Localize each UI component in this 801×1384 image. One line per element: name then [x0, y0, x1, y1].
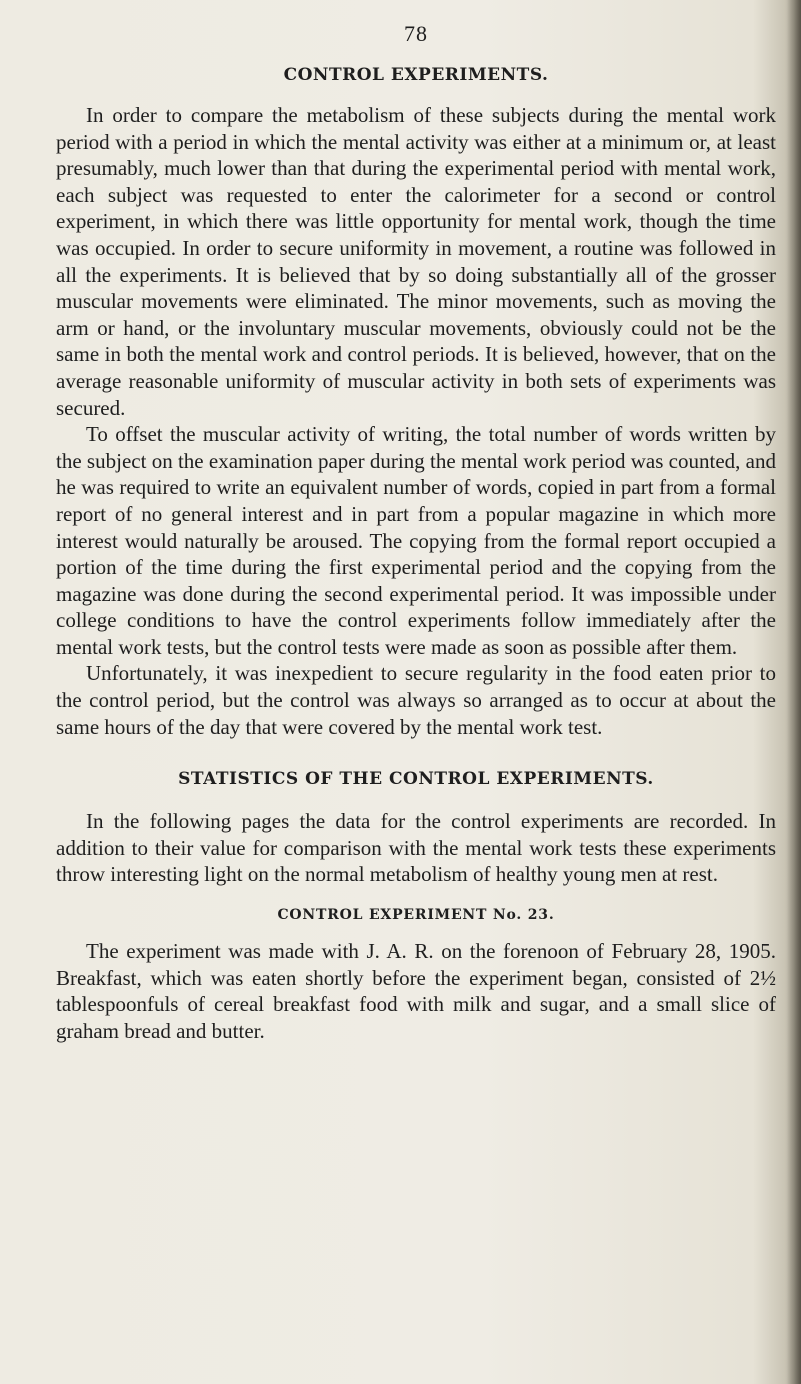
paragraph-statistics: In the following pages the data for the control experiments are recorded. In addition to their value for comparison with the mental work tests these experiments throw interesting light on the normal metabolism of healthy young men at rest. [56, 809, 776, 887]
page-edge-shadow [787, 0, 801, 1384]
paragraph-food-regularity: Unfortunately, it was inexpedient to secure regularity in the food eaten prior to the control period, but the control was always so arranged as to occur at about the same hours of the day that were covered by the mental work test. [56, 661, 776, 739]
page-number: 78 [404, 21, 428, 46]
subheading-control-experiment-23: CONTROL EXPERIMENT No. 23. [277, 907, 555, 924]
page-content [56, 20, 776, 1044]
paragraph-experiment-23: The experiment was made with J. A. R. on the forenoon of February 28, 1905. Breakfast, which was eaten shortly before the experiment began, consisted of 2½ tablespoonfuls of cereal breakfast food with milk and sugar, and a small slice of graham bread and butter. [56, 939, 776, 1043]
section-heading-statistics: STATISTICS OF THE CONTROL EXPERIMENTS. [178, 769, 654, 790]
paragraph-writing-offset: To offset the muscular activity of writing, the total number of words written by the subject on the examination paper during the mental work period was counted, and he was required to write an equivalent number of words, copied in part from a formal report of no general interest and in part from a popular magazine in which more interest would naturally be aroused. The copying from the formal report occupied a portion of the time during the first experimental period and the copying from the magazine was done during the second experimental period. It was impossible under college conditions to have the control experiments follow immediately after the mental work tests, but the control tests were made as soon as possible after them. [56, 422, 776, 659]
paragraph-intro: In order to compare the metabolism of these subjects during the mental work period with a period in which the mental activity was either at a minimum or, at least presumably, much lower than that during the experimental period with mental work, each subject was requested to enter the calorimeter for a second or control experiment, in which there was little opportunity for mental work, though the time was occupied. In order to secure uniformity in movement, a routine was followed in all the experiments. It is believed that by so doing substantially all of the grosser muscular movements were eliminated. The minor movements, such as moving the arm or hand, or the involuntary muscular movements, obviously could not be the same in both the mental work and control periods. It is believed, however, that on the average reasonable uniformity of muscular activity in both sets of experiments was secured. [56, 103, 776, 420]
section-heading-control-experiments: CONTROL EXPERIMENTS. [283, 65, 549, 85]
